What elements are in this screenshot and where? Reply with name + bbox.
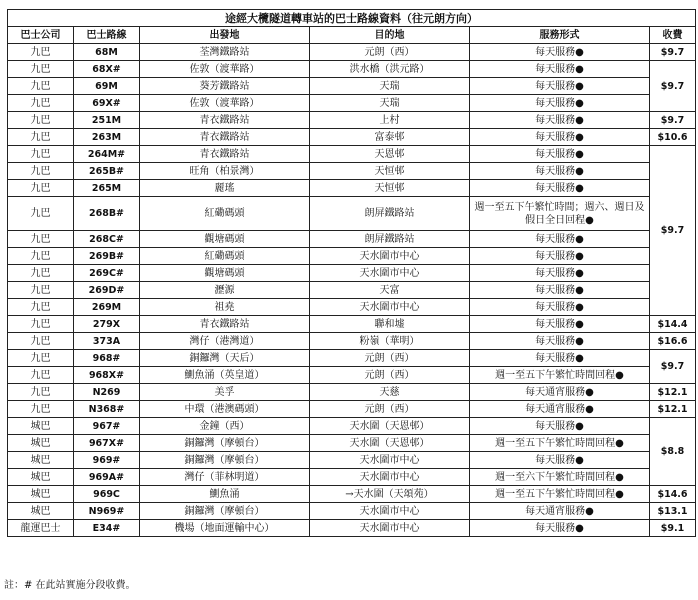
route-cell: 967# <box>74 418 140 435</box>
operator-cell: 九巴 <box>8 384 74 401</box>
operator-cell: 九巴 <box>8 401 74 418</box>
operator-cell: 九巴 <box>8 367 74 384</box>
fare-cell: $10.6 <box>650 129 696 146</box>
route-cell: 264M# <box>74 146 140 163</box>
route-cell: 265M <box>74 180 140 197</box>
destination-cell: 天水圍市中心 <box>310 520 470 537</box>
table-row <box>8 435 696 452</box>
service-cell: 每天服務● <box>470 95 650 112</box>
table-row <box>8 282 696 299</box>
origin-cell: 銅鑼灣（摩頓台） <box>140 435 310 452</box>
operator-cell: 九巴 <box>8 180 74 197</box>
table-row <box>8 367 696 384</box>
fare-cell: $14.6 <box>650 486 696 503</box>
operator-cell: 九巴 <box>8 265 74 282</box>
table-row <box>8 146 696 163</box>
destination-cell: 天水圍市中心 <box>310 452 470 469</box>
origin-cell: 鰂魚涌 <box>140 486 310 503</box>
origin-cell: 金鐘（西） <box>140 418 310 435</box>
route-cell: N269 <box>74 384 140 401</box>
route-cell: 969C <box>74 486 140 503</box>
fare-cell: $9.1 <box>650 520 696 537</box>
route-cell: 263M <box>74 129 140 146</box>
operator-cell: 九巴 <box>8 78 74 95</box>
route-cell: 269M <box>74 299 140 316</box>
header-operator: 巴士公司 <box>8 27 74 44</box>
origin-cell: 麗瑤 <box>140 180 310 197</box>
table-row <box>8 163 696 180</box>
destination-cell: 天水圍市中心 <box>310 503 470 520</box>
operator-cell: 城巴 <box>8 435 74 452</box>
fare-cell: $9.7 <box>650 146 696 316</box>
table-row <box>8 452 696 469</box>
route-cell: 68M <box>74 44 140 61</box>
origin-cell: 銅鑼灣（天后） <box>140 350 310 367</box>
service-cell: 每天服務● <box>470 265 650 282</box>
route-cell: 967X# <box>74 435 140 452</box>
fare-cell: $16.6 <box>650 333 696 350</box>
destination-cell: 天水圍市中心 <box>310 299 470 316</box>
operator-cell: 九巴 <box>8 146 74 163</box>
operator-cell: 九巴 <box>8 44 74 61</box>
table-row <box>8 248 696 265</box>
destination-cell: 天恩邨 <box>310 146 470 163</box>
fare-cell: $9.7 <box>650 350 696 384</box>
service-cell: 每天服務● <box>470 248 650 265</box>
destination-cell: 上村 <box>310 112 470 129</box>
route-cell: 269D# <box>74 282 140 299</box>
route-cell: 69X# <box>74 95 140 112</box>
destination-cell: 天水圍市中心 <box>310 265 470 282</box>
origin-cell: 中環（港澳碼頭） <box>140 401 310 418</box>
origin-cell: 灣仔（港灣道） <box>140 333 310 350</box>
operator-cell: 九巴 <box>8 299 74 316</box>
route-cell: 251M <box>74 112 140 129</box>
operator-cell: 城巴 <box>8 469 74 486</box>
service-cell: 每天服務● <box>470 299 650 316</box>
fare-cell: $12.1 <box>650 384 696 401</box>
service-cell: 每天服務● <box>470 350 650 367</box>
service-cell: 週一至五下午繁忙時間回程● <box>470 367 650 384</box>
service-cell: 每天通宵服務● <box>470 384 650 401</box>
table-row <box>8 401 696 418</box>
fare-cell: $8.8 <box>650 418 696 486</box>
service-cell: 每天服務● <box>470 418 650 435</box>
origin-cell: 青衣鐵路站 <box>140 129 310 146</box>
table-row <box>8 112 696 129</box>
service-cell: 每天服務● <box>470 316 650 333</box>
operator-cell: 九巴 <box>8 95 74 112</box>
route-cell: 268C# <box>74 231 140 248</box>
table-row <box>8 384 696 401</box>
destination-cell: 元朗（西） <box>310 367 470 384</box>
service-cell: 每天服務● <box>470 163 650 180</box>
table-row <box>8 316 696 333</box>
destination-cell: 天瑞 <box>310 95 470 112</box>
route-cell: 69M <box>74 78 140 95</box>
table-row <box>8 180 696 197</box>
destination-cell: 元朗（西） <box>310 350 470 367</box>
origin-cell: 佐敦（渡華路） <box>140 95 310 112</box>
destination-cell: 天水圍（天恩邨） <box>310 418 470 435</box>
origin-cell: 美孚 <box>140 384 310 401</box>
table-row <box>8 333 696 350</box>
service-cell: 每天服務● <box>470 452 650 469</box>
service-cell: 每天通宵服務● <box>470 503 650 520</box>
route-cell: 969# <box>74 452 140 469</box>
operator-cell: 龍運巴士 <box>8 520 74 537</box>
service-cell: 週一至五下午繁忙時間回程● <box>470 486 650 503</box>
fare-cell: $9.7 <box>650 61 696 112</box>
origin-cell: 青衣鐵路站 <box>140 316 310 333</box>
route-cell: 968# <box>74 350 140 367</box>
destination-cell: 天富 <box>310 282 470 299</box>
destination-cell: 天水圍市中心 <box>310 248 470 265</box>
origin-cell: 佐敦（渡華路） <box>140 61 310 78</box>
origin-cell: 灣仔（菲林明道） <box>140 469 310 486</box>
table-row <box>8 265 696 282</box>
header-row <box>8 27 696 44</box>
operator-cell: 城巴 <box>8 452 74 469</box>
operator-cell: 九巴 <box>8 163 74 180</box>
operator-cell: 九巴 <box>8 112 74 129</box>
route-cell: 269C# <box>74 265 140 282</box>
service-cell: 每天服務● <box>470 180 650 197</box>
origin-cell: 鰂魚涌（英皇道） <box>140 367 310 384</box>
service-cell: 每天服務● <box>470 44 650 61</box>
operator-cell: 九巴 <box>8 231 74 248</box>
destination-cell: 天水圍（天恩邨） <box>310 435 470 452</box>
operator-cell: 九巴 <box>8 248 74 265</box>
header-destination: 目的地 <box>310 27 470 44</box>
destination-cell: 天恒邨 <box>310 163 470 180</box>
table-row <box>8 486 696 503</box>
operator-cell: 九巴 <box>8 333 74 350</box>
origin-cell: 觀塘碼頭 <box>140 265 310 282</box>
operator-cell: 城巴 <box>8 503 74 520</box>
destination-cell: 富泰邨 <box>310 129 470 146</box>
origin-cell: 青衣鐵路站 <box>140 112 310 129</box>
service-cell: 每天服務● <box>470 520 650 537</box>
destination-cell: 天瑞 <box>310 78 470 95</box>
table-row <box>8 520 696 537</box>
route-cell: N969# <box>74 503 140 520</box>
destination-cell: 朗屏鐵路站 <box>310 231 470 248</box>
operator-cell: 城巴 <box>8 486 74 503</box>
origin-cell: 青衣鐵路站 <box>140 146 310 163</box>
operator-cell: 城巴 <box>8 418 74 435</box>
operator-cell: 九巴 <box>8 316 74 333</box>
fare-cell: $14.4 <box>650 316 696 333</box>
service-cell: 每天服務● <box>470 112 650 129</box>
origin-cell: 銅鑼灣（摩頓台） <box>140 503 310 520</box>
table-row <box>8 44 696 61</box>
operator-cell: 九巴 <box>8 350 74 367</box>
service-cell: 每天服務● <box>470 231 650 248</box>
destination-cell: 天恒邨 <box>310 180 470 197</box>
table-row <box>8 231 696 248</box>
route-cell: 265B# <box>74 163 140 180</box>
header-fare: 收費 <box>650 27 696 44</box>
route-cell: E34# <box>74 520 140 537</box>
footnote: 註：# 在此站實施分段收費。 <box>4 580 136 591</box>
route-table-container <box>7 9 695 537</box>
table-row <box>8 469 696 486</box>
route-cell: 68X# <box>74 61 140 78</box>
table-row <box>8 61 696 78</box>
origin-cell: 瀝源 <box>140 282 310 299</box>
service-cell: 每天服務● <box>470 282 650 299</box>
destination-cell: 天水圍市中心 <box>310 469 470 486</box>
table-row <box>8 78 696 95</box>
origin-cell: 祖堯 <box>140 299 310 316</box>
table-row <box>8 95 696 112</box>
route-cell: 269B# <box>74 248 140 265</box>
destination-cell: 元朗（西） <box>310 401 470 418</box>
service-cell: 每天服務● <box>470 78 650 95</box>
table-row <box>8 418 696 435</box>
service-cell: 週一至五下午繁忙時間回程● <box>470 435 650 452</box>
route-cell: 268B# <box>74 197 140 231</box>
table-row <box>8 129 696 146</box>
operator-cell: 九巴 <box>8 129 74 146</box>
service-cell: 週一至六下午繁忙時間回程● <box>470 469 650 486</box>
service-cell: 週一至五下午繁忙時間；週六、週日及假日全日回程● <box>470 197 650 231</box>
route-cell: 279X <box>74 316 140 333</box>
destination-cell: 朗屏鐵路站 <box>310 197 470 231</box>
fare-cell: $9.7 <box>650 112 696 129</box>
origin-cell: 銅鑼灣（摩頓台） <box>140 452 310 469</box>
table-row <box>8 299 696 316</box>
header-route: 巴士路線 <box>74 27 140 44</box>
origin-cell: 機場（地面運輸中心） <box>140 520 310 537</box>
origin-cell: 紅磡碼頭 <box>140 248 310 265</box>
origin-cell: 葵芳鐵路站 <box>140 78 310 95</box>
fare-cell: $9.7 <box>650 44 696 61</box>
destination-cell: 元朗（西） <box>310 44 470 61</box>
service-cell: 每天服務● <box>470 61 650 78</box>
header-origin: 出發地 <box>140 27 310 44</box>
operator-cell: 九巴 <box>8 282 74 299</box>
destination-cell: 粉嶺（華明） <box>310 333 470 350</box>
service-cell: 每天服務● <box>470 333 650 350</box>
destination-cell: 聯和墟 <box>310 316 470 333</box>
route-cell: 968X# <box>74 367 140 384</box>
origin-cell: 觀塘碼頭 <box>140 231 310 248</box>
route-cell: 969A# <box>74 469 140 486</box>
operator-cell: 九巴 <box>8 61 74 78</box>
table-row <box>8 503 696 520</box>
service-cell: 每天服務● <box>470 129 650 146</box>
fare-cell: $13.1 <box>650 503 696 520</box>
table-row <box>8 350 696 367</box>
table-title: 途經大欖隧道轉車站的巴士路線資料（往元朗方向） <box>8 10 696 27</box>
header-service: 服務形式 <box>470 27 650 44</box>
fare-cell: $12.1 <box>650 401 696 418</box>
destination-cell: 洪水橋（洪元路） <box>310 61 470 78</box>
destination-cell: →天水圍（天頌苑） <box>310 486 470 503</box>
operator-cell: 九巴 <box>8 197 74 231</box>
origin-cell: 紅磡碼頭 <box>140 197 310 231</box>
origin-cell: 荃灣鐵路站 <box>140 44 310 61</box>
service-cell: 每天通宵服務● <box>470 401 650 418</box>
origin-cell: 旺角（柏景灣） <box>140 163 310 180</box>
route-cell: N368# <box>74 401 140 418</box>
route-cell: 373A <box>74 333 140 350</box>
table-row <box>8 197 696 231</box>
route-table <box>7 9 696 537</box>
service-cell: 每天服務● <box>470 146 650 163</box>
destination-cell: 天慈 <box>310 384 470 401</box>
